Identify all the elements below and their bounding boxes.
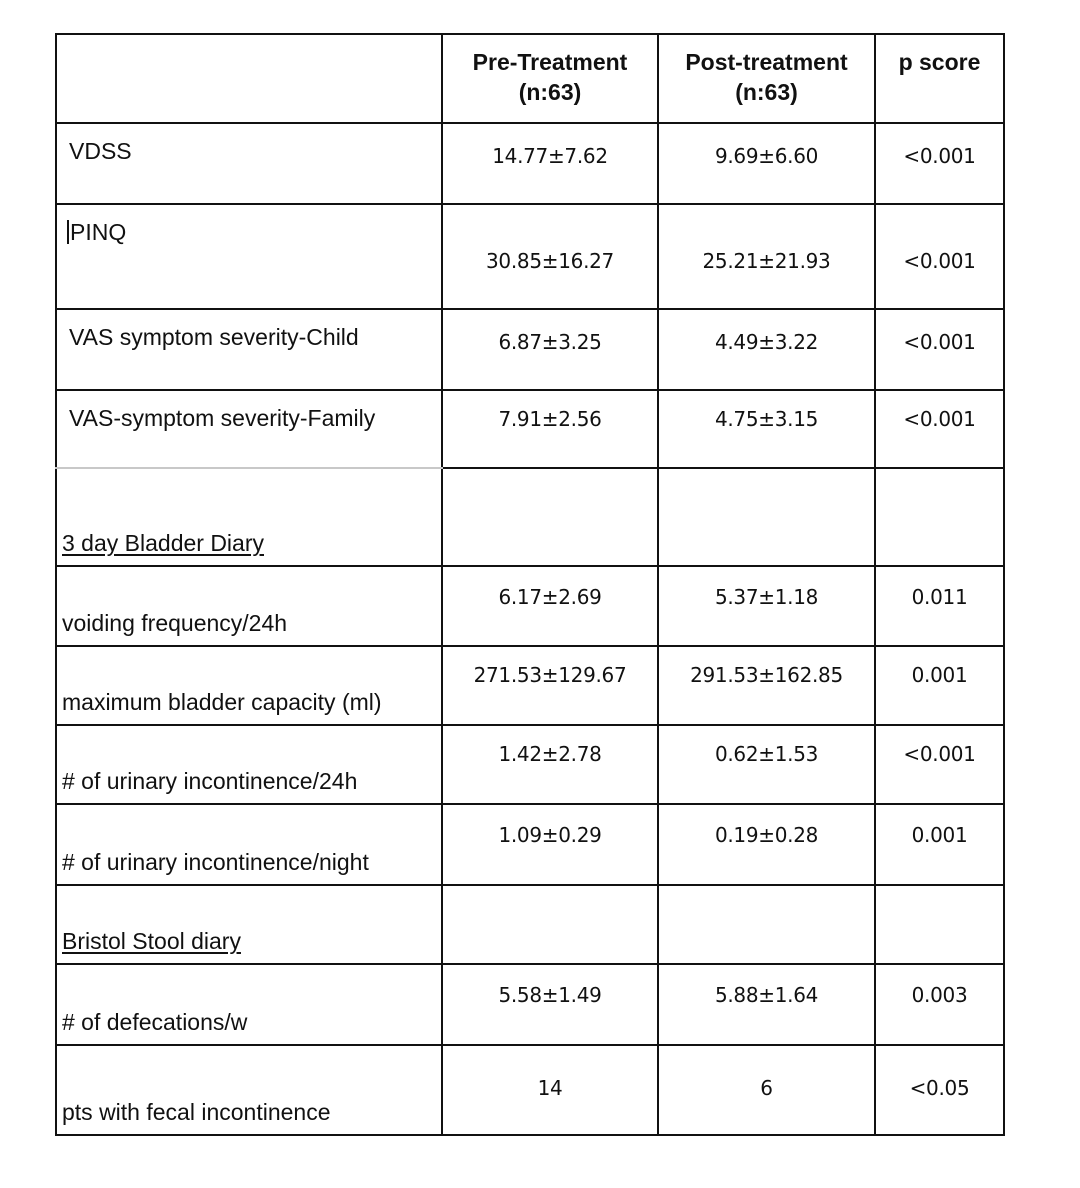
row-label: # of urinary incontinence/24h	[56, 725, 442, 804]
header-pre-treatment	[442, 34, 658, 123]
post-treatment-value: 5.37±1.18	[658, 566, 875, 646]
post-treatment-value: 0.19±0.28	[658, 804, 875, 885]
section-label-cell	[56, 468, 442, 566]
header-post-treatment-title: Post-treatment	[685, 49, 848, 75]
post-treatment-value: 5.88±1.64	[658, 964, 875, 1045]
p-score-value: <0.001	[875, 725, 1004, 804]
p-score-value	[875, 885, 1004, 964]
p-score-value	[875, 468, 1004, 566]
row-label: # of defecations/w	[56, 964, 442, 1045]
p-score-value: 0.003	[875, 964, 1004, 1045]
p-score-value: 0.001	[875, 804, 1004, 885]
p-score-value: 0.011	[875, 566, 1004, 646]
row-label: maximum bladder capacity (ml)	[56, 646, 442, 725]
table-row	[56, 804, 1004, 885]
post-treatment-value: 25.21±21.93	[658, 204, 875, 309]
header-post-treatment	[658, 34, 875, 123]
post-treatment-value: 4.49±3.22	[658, 309, 875, 390]
row-label: VAS symptom severity-Child	[56, 309, 442, 390]
table-row	[56, 390, 1004, 468]
pre-treatment-value: 14.77±7.62	[442, 123, 658, 204]
header-pre-treatment-n: (n:63)	[518, 79, 582, 105]
p-score-value: <0.001	[875, 390, 1004, 468]
post-treatment-value	[658, 468, 875, 566]
section-row	[56, 468, 1004, 566]
pre-treatment-value: 271.53±129.67	[442, 646, 658, 725]
section-label: 3 day Bladder Diary	[62, 530, 264, 556]
pre-treatment-value: 7.91±2.56	[442, 390, 658, 468]
table-row	[56, 725, 1004, 804]
row-label: PINQ	[70, 219, 127, 245]
pre-treatment-value: 1.42±2.78	[442, 725, 658, 804]
pre-treatment-value	[442, 885, 658, 964]
row-label: # of urinary incontinence/night	[56, 804, 442, 885]
pre-treatment-value: 5.58±1.49	[442, 964, 658, 1045]
post-treatment-value	[658, 885, 875, 964]
section-label-cell	[56, 885, 442, 964]
section-label: Bristol Stool diary	[62, 928, 241, 954]
table-row	[56, 309, 1004, 390]
post-treatment-value: 0.62±1.53	[658, 725, 875, 804]
row-label: VAS-symptom severity-Family	[56, 390, 442, 468]
row-label: VDSS	[56, 123, 442, 204]
pre-treatment-value: 6.17±2.69	[442, 566, 658, 646]
pre-treatment-value	[442, 468, 658, 566]
pre-treatment-value: 14	[442, 1045, 658, 1135]
p-score-value: <0.001	[875, 123, 1004, 204]
table-row	[56, 566, 1004, 646]
table-row	[56, 1045, 1004, 1135]
header-pre-treatment-title: Pre-Treatment	[472, 49, 628, 75]
post-treatment-value: 9.69±6.60	[658, 123, 875, 204]
table-row	[56, 123, 1004, 204]
section-row	[56, 885, 1004, 964]
post-treatment-value: 291.53±162.85	[658, 646, 875, 725]
pre-treatment-value: 30.85±16.27	[442, 204, 658, 309]
pre-treatment-value: 6.87±3.25	[442, 309, 658, 390]
table-row	[56, 646, 1004, 725]
p-score-value: <0.05	[875, 1045, 1004, 1135]
header-p-score: p score	[875, 34, 1004, 123]
row-label-cell	[56, 204, 442, 309]
table-row	[56, 964, 1004, 1045]
table-row	[56, 204, 1004, 309]
row-label: voiding frequency/24h	[56, 566, 442, 646]
p-score-value: <0.001	[875, 204, 1004, 309]
pre-treatment-value: 1.09±0.29	[442, 804, 658, 885]
text-cursor-icon	[67, 220, 69, 244]
row-label: pts with fecal incontinence	[56, 1045, 442, 1135]
p-score-value: <0.001	[875, 309, 1004, 390]
post-treatment-value: 4.75±3.15	[658, 390, 875, 468]
post-treatment-value: 6	[658, 1045, 875, 1135]
header-blank	[56, 34, 442, 123]
results-table	[55, 33, 1005, 1136]
p-score-value: 0.001	[875, 646, 1004, 725]
header-post-treatment-n: (n:63)	[735, 79, 798, 105]
header-row	[56, 34, 1004, 123]
